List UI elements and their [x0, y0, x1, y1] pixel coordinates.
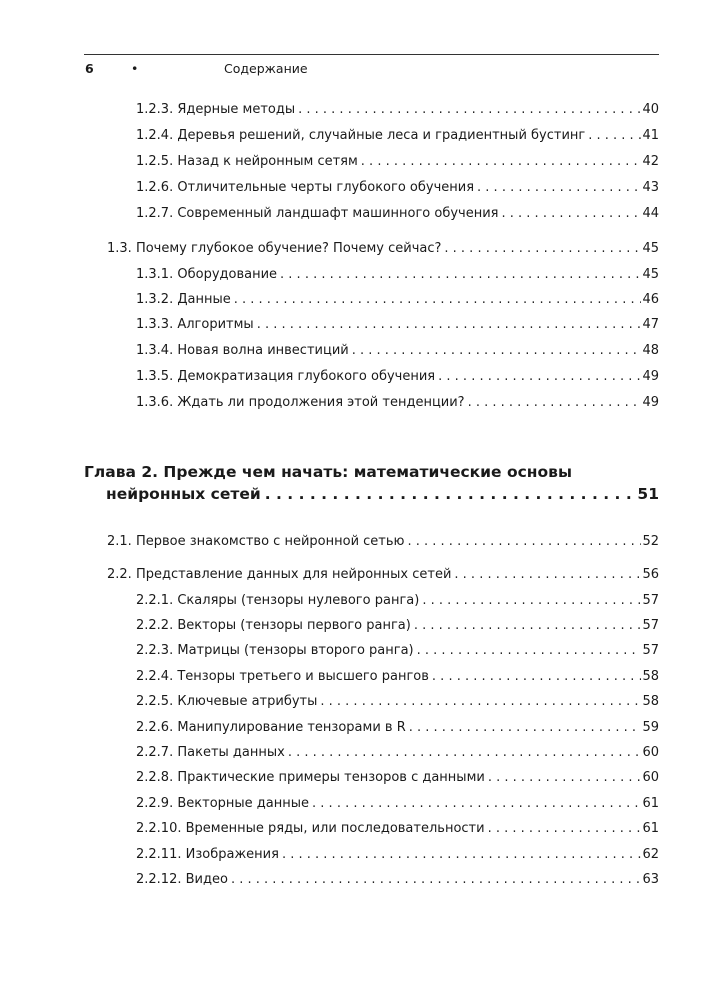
- toc-entry-title: 2.1. Первое знакомство с нейронной сетью: [107, 533, 407, 551]
- leader-dots: [468, 394, 642, 412]
- leader-dots: [234, 291, 642, 309]
- leader-dots: [588, 127, 641, 145]
- header-bullet: •: [131, 61, 139, 76]
- toc-entry-title: 2.2.2. Векторы (тензоры первого ранга): [136, 617, 414, 635]
- toc-entry[interactable]: [136, 719, 659, 737]
- toc-entry-title: 2.2.6. Манипулирование тензорами в R: [136, 719, 409, 737]
- toc-entry[interactable]: [136, 368, 659, 386]
- toc-entry[interactable]: [136, 394, 659, 412]
- toc-entry[interactable]: [136, 205, 659, 223]
- toc-entry-title: 2.2.1. Скаляры (тензоры нулевого ранга): [136, 592, 422, 610]
- leader-dots: [422, 592, 641, 610]
- toc-entry[interactable]: [136, 846, 659, 864]
- toc-entry[interactable]: [136, 101, 659, 119]
- toc-section[interactable]: [107, 566, 659, 584]
- chapter-page: 51: [637, 485, 659, 503]
- toc-entry[interactable]: [136, 871, 659, 889]
- toc-entry-page: 60: [642, 745, 659, 760]
- toc-entry-title: 1.2.3. Ядерные методы: [136, 101, 298, 119]
- toc-entry-page: 49: [642, 395, 659, 410]
- toc-entry-title: 1.2.4. Деревья решений, случайные леса и градиентный бустинг: [136, 127, 588, 145]
- leader-dots: [488, 769, 642, 787]
- toc-entry-page: 44: [642, 206, 659, 221]
- leader-dots: [414, 617, 642, 635]
- leader-dots: [288, 744, 642, 762]
- chapter-heading[interactable]: Глава 2. Прежде чем начать: математические основы: [84, 463, 572, 481]
- chapter-heading-line2: нейронных сетей: [106, 485, 261, 503]
- toc-entry-page: 58: [642, 694, 659, 709]
- toc-entry-page: 57: [642, 643, 659, 658]
- leader-dots: [282, 846, 642, 864]
- toc-entry[interactable]: [136, 592, 659, 610]
- toc-entry[interactable]: [136, 127, 659, 145]
- toc-entry-title: 2.2.7. Пакеты данных: [136, 744, 288, 762]
- toc-entry-title: 1.3.1. Оборудование: [136, 266, 280, 284]
- toc-entry-title: 2.2.12. Видео: [136, 871, 231, 889]
- leader-dots: [265, 485, 638, 503]
- toc-entry[interactable]: [136, 617, 659, 635]
- toc-entry-page: 57: [642, 618, 659, 633]
- toc-entry-page: 45: [642, 267, 659, 282]
- leader-dots: [361, 153, 642, 171]
- leader-dots: [432, 668, 642, 686]
- header-rule: [84, 54, 659, 55]
- leader-dots: [280, 266, 641, 284]
- toc-entry-title: 2.2.4. Тензоры третьего и высшего рангов: [136, 668, 432, 686]
- toc-entry-page: 45: [642, 241, 659, 256]
- leader-dots: [444, 240, 641, 258]
- toc-entry-page: 63: [642, 872, 659, 887]
- toc-entry-title: 1.3.6. Ждать ли продолжения этой тенденции?: [136, 394, 468, 412]
- toc-entry-page: 40: [642, 102, 659, 117]
- leader-dots: [488, 820, 642, 838]
- toc-entry-page: 43: [642, 180, 659, 195]
- toc-entry[interactable]: [136, 795, 659, 813]
- toc-entry-title: 2.2.8. Практические примеры тензоров с данными: [136, 769, 488, 787]
- leader-dots: [477, 179, 641, 197]
- toc-entry[interactable]: [136, 668, 659, 686]
- toc-entry-title: 1.2.6. Отличительные черты глубокого обучения: [136, 179, 477, 197]
- toc-entry[interactable]: [136, 744, 659, 762]
- toc-entry-title: 2.2. Представление данных для нейронных сетей: [107, 566, 454, 584]
- toc-entry-page: 61: [642, 796, 659, 811]
- toc-section[interactable]: [107, 533, 659, 551]
- leader-dots: [417, 642, 642, 660]
- toc-entry-page: 49: [642, 369, 659, 384]
- toc-entry-page: 41: [642, 128, 659, 143]
- leader-dots: [438, 368, 641, 386]
- toc-entry-title: 2.2.5. Ключевые атрибуты: [136, 693, 320, 711]
- leader-dots: [298, 101, 641, 119]
- toc-entry-page: 58: [642, 669, 659, 684]
- leader-dots: [352, 342, 642, 360]
- toc-entry-page: 56: [642, 567, 659, 582]
- page-number: 6: [85, 61, 94, 76]
- toc-entry-page: 42: [642, 154, 659, 169]
- toc-entry-title: 2.2.9. Векторные данные: [136, 795, 312, 813]
- leader-dots: [502, 205, 642, 223]
- toc-entry-title: 1.3. Почему глубокое обучение? Почему сейчас?: [107, 240, 444, 258]
- toc-entry[interactable]: [136, 693, 659, 711]
- toc-entry-page: 46: [642, 292, 659, 307]
- toc-entry-title: 1.3.5. Демократизация глубокого обучения: [136, 368, 438, 386]
- toc-entry[interactable]: [136, 316, 659, 334]
- toc-entry-title: 1.3.3. Алгоритмы: [136, 316, 257, 334]
- toc-entry[interactable]: [136, 179, 659, 197]
- toc-entry-title: 1.2.5. Назад к нейронным сетям: [136, 153, 361, 171]
- leader-dots: [231, 871, 642, 889]
- toc-entry-title: 1.3.4. Новая волна инвестиций: [136, 342, 352, 360]
- toc-entry-page: 60: [642, 770, 659, 785]
- toc-entry-title: 1.3.2. Данные: [136, 291, 234, 309]
- leader-dots: [312, 795, 641, 813]
- toc-entry-page: 59: [642, 720, 659, 735]
- toc-entry[interactable]: [136, 642, 659, 660]
- chapter-heading-continuation[interactable]: [106, 485, 659, 503]
- toc-entry-page: 62: [642, 847, 659, 862]
- leader-dots: [454, 566, 641, 584]
- toc-section[interactable]: [107, 240, 659, 258]
- toc-entry-page: 47: [642, 317, 659, 332]
- running-header-title: Содержание: [224, 61, 308, 76]
- toc-entry-title: 1.2.7. Современный ландшафт машинного обучения: [136, 205, 502, 223]
- toc-entry-title: 2.2.3. Матрицы (тензоры второго ранга): [136, 642, 417, 660]
- toc-entry-page: 52: [642, 534, 659, 549]
- leader-dots: [257, 316, 642, 334]
- toc-entry[interactable]: [136, 266, 659, 284]
- leader-dots: [409, 719, 642, 737]
- toc-entry[interactable]: [136, 342, 659, 360]
- toc-entry-page: 61: [642, 821, 659, 836]
- leader-dots: [320, 693, 641, 711]
- toc-entry[interactable]: [136, 153, 659, 171]
- toc-entry[interactable]: [136, 820, 659, 838]
- toc-entry-title: 2.2.11. Изображения: [136, 846, 282, 864]
- toc-entry[interactable]: [136, 769, 659, 787]
- toc-entry-title: 2.2.10. Временные ряды, или последовательности: [136, 820, 488, 838]
- toc-entry-page: 57: [642, 593, 659, 608]
- toc-entry-page: 48: [642, 343, 659, 358]
- leader-dots: [407, 533, 641, 551]
- toc-entry[interactable]: [136, 291, 659, 309]
